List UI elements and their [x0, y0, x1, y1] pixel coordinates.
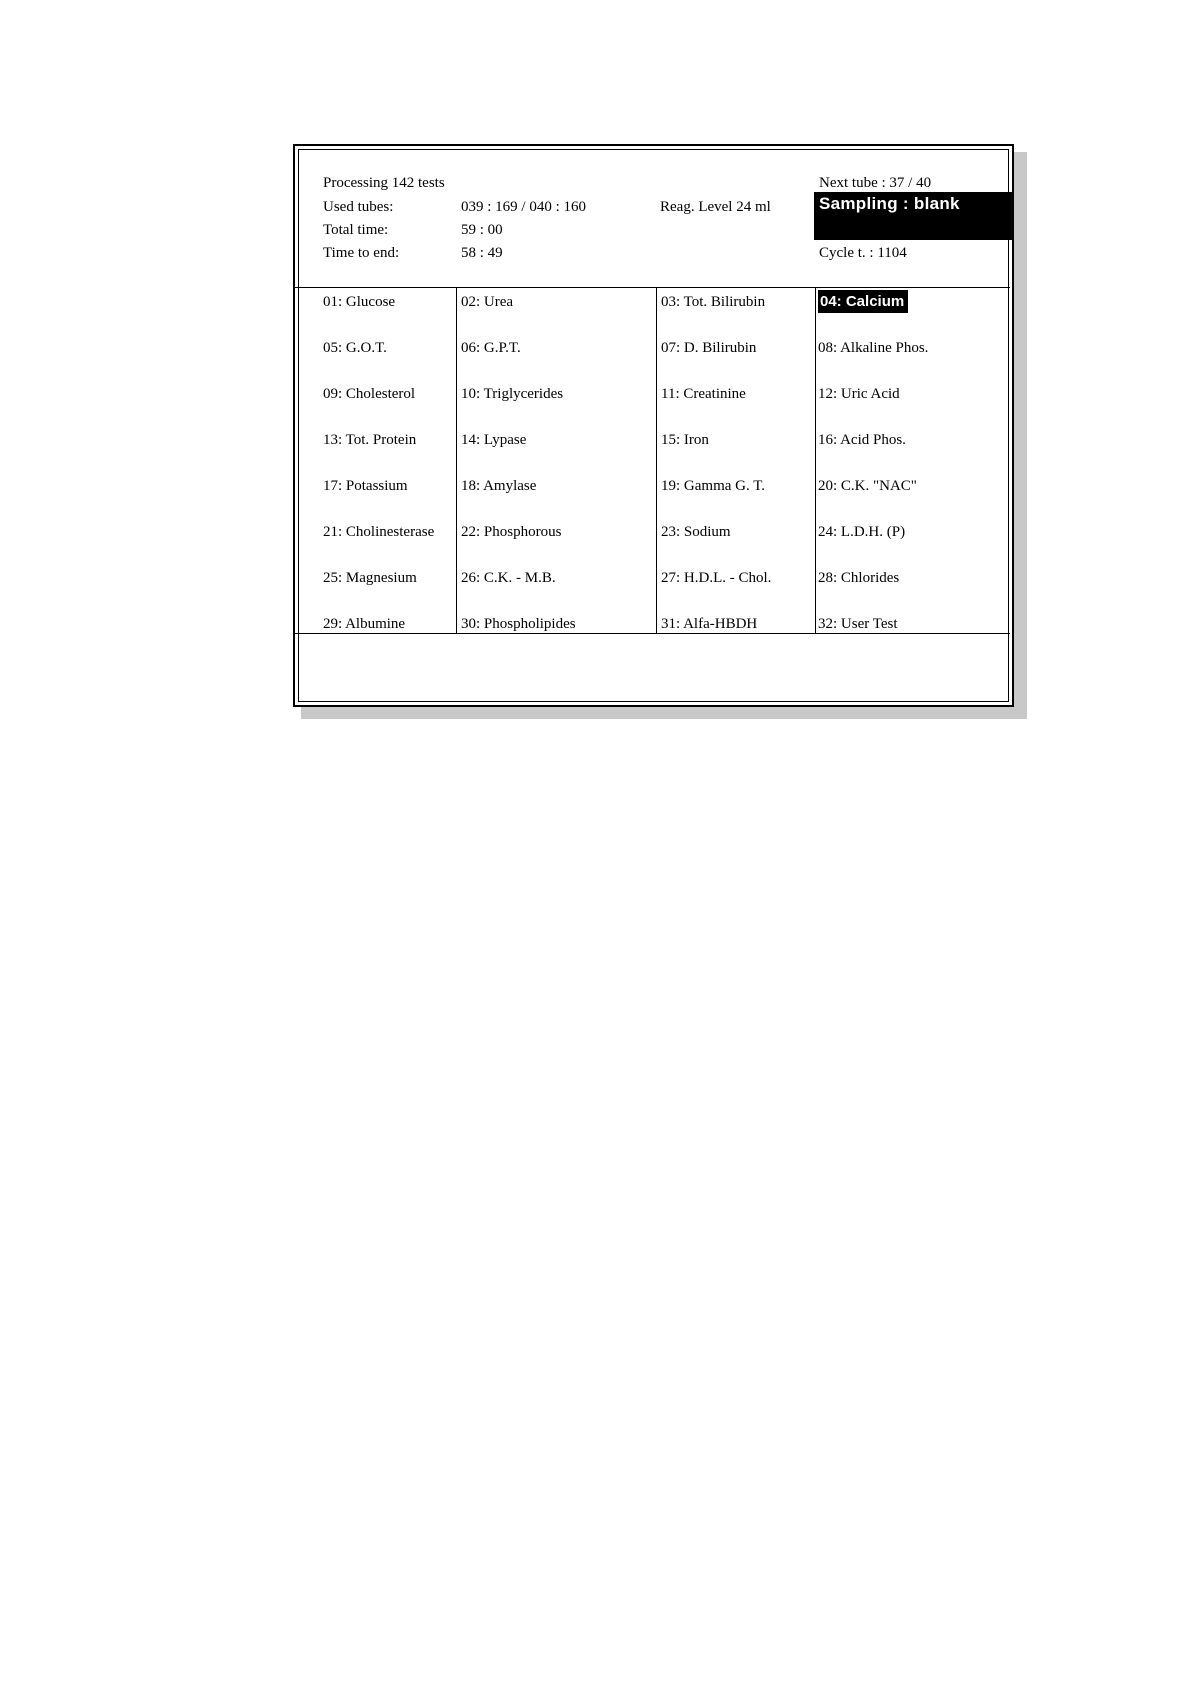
- test-item[interactable]: 16: Acid Phos.: [818, 432, 906, 448]
- test-item[interactable]: 08: Alkaline Phos.: [818, 340, 929, 356]
- test-item[interactable]: 06: G.P.T.: [461, 340, 521, 356]
- test-item[interactable]: 22: Phosphorous: [461, 524, 562, 540]
- analyzer-screen: [293, 144, 1014, 707]
- test-item[interactable]: 18: Amylase: [461, 478, 537, 494]
- cycle-time: Cycle t. : 1104: [819, 245, 907, 261]
- test-item[interactable]: 03: Tot. Bilirubin: [661, 294, 766, 310]
- test-item[interactable]: 32: User Test: [818, 616, 898, 632]
- test-item[interactable]: 17: Potassium: [323, 478, 408, 494]
- test-item[interactable]: 20: C.K. "NAC": [818, 478, 917, 494]
- footer-divider: [295, 633, 1010, 634]
- test-item[interactable]: 13: Tot. Protein: [323, 432, 417, 448]
- test-item[interactable]: 19: Gamma G. T.: [661, 478, 766, 494]
- time-to-end-label: Time to end:: [323, 245, 400, 261]
- time-to-end-value: 58 : 49: [461, 245, 503, 261]
- header-divider: [295, 287, 1010, 288]
- total-time-value: 59 : 00: [461, 222, 503, 238]
- test-item[interactable]: 09: Cholesterol: [323, 386, 416, 402]
- sampling-status: Sampling : blank: [814, 192, 1013, 240]
- test-item[interactable]: 05: G.O.T.: [323, 340, 387, 356]
- column-divider: [815, 287, 816, 633]
- column-divider: [456, 287, 457, 633]
- test-item[interactable]: 26: C.K. - M.B.: [461, 570, 556, 586]
- test-item[interactable]: 30: Phospholipides: [461, 616, 576, 632]
- test-item[interactable]: 27: H.D.L. - Chol.: [661, 570, 772, 586]
- test-item[interactable]: 14: Lypase: [461, 432, 527, 448]
- test-item[interactable]: 07: D. Bilirubin: [661, 340, 757, 356]
- test-item[interactable]: 28: Chlorides: [818, 570, 900, 586]
- test-item[interactable]: 23: Sodium: [661, 524, 731, 540]
- column-divider: [656, 287, 657, 633]
- test-item[interactable]: 10: Triglycerides: [461, 386, 564, 402]
- test-item[interactable]: 11: Creatinine: [661, 386, 746, 402]
- reagent-level: Reag. Level 24 ml: [660, 199, 771, 215]
- test-item[interactable]: 12: Uric Acid: [818, 386, 900, 402]
- test-item[interactable]: 15: Iron: [661, 432, 709, 448]
- used-tubes-label: Used tubes:: [323, 199, 394, 215]
- test-item[interactable]: 29: Albumine: [323, 616, 406, 632]
- test-item[interactable]: 25: Magnesium: [323, 570, 417, 586]
- test-item[interactable]: 01: Glucose: [323, 294, 396, 310]
- test-item[interactable]: 31: Alfa-HBDH: [661, 616, 758, 632]
- test-item[interactable]: 24: L.D.H. (P): [818, 524, 906, 540]
- test-item[interactable]: 02: Urea: [461, 294, 514, 310]
- test-item[interactable]: 21: Cholinesterase: [323, 524, 435, 540]
- total-time-label: Total time:: [323, 222, 389, 238]
- test-item-selected[interactable]: 04: Calcium: [818, 290, 908, 313]
- next-tube: Next tube : 37 / 40: [819, 175, 932, 191]
- processing-status: Processing 142 tests: [323, 175, 445, 191]
- used-tubes-value: 039 : 169 / 040 : 160: [461, 199, 587, 215]
